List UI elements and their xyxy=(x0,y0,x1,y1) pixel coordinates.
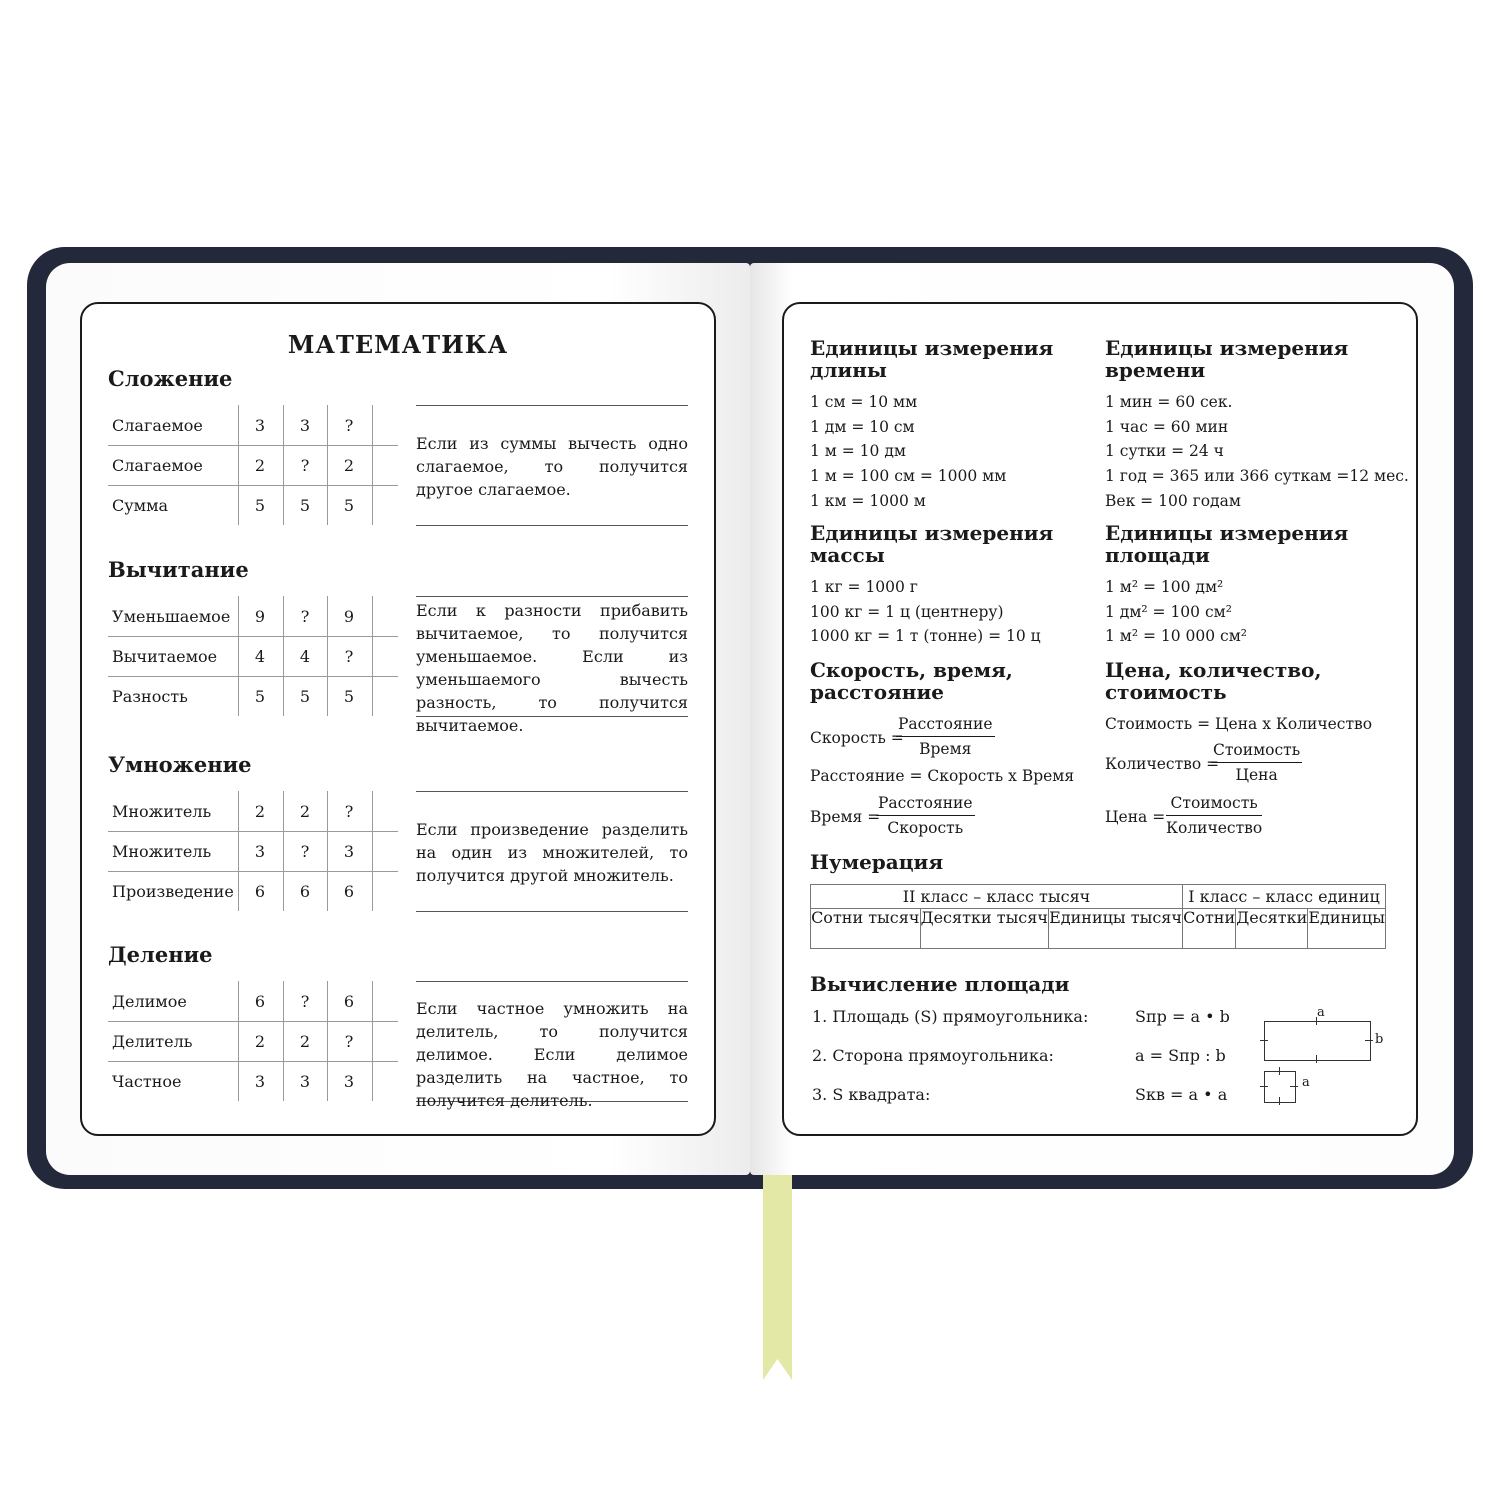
numeration-title: Нумерация xyxy=(810,850,944,874)
time-denominator: Скорость xyxy=(887,819,964,837)
section-title: Сложение xyxy=(108,366,233,391)
time-numerator: Расстояние xyxy=(876,794,975,816)
row-value: ? xyxy=(344,1032,354,1051)
unit-line: 1 см = 10 мм xyxy=(810,393,918,411)
rule-text: Если из суммы вычесть одно слагаемое, то получится другое слагаемое. xyxy=(416,434,688,499)
row-value: ? xyxy=(300,842,310,861)
row-value: 5 xyxy=(254,687,266,706)
speed-denominator: Время xyxy=(919,740,972,758)
row-value: ? xyxy=(300,607,310,626)
row-value: 2 xyxy=(254,802,266,821)
col-hundreds: Сотни xyxy=(1183,909,1236,949)
sq-tick-right xyxy=(1290,1086,1298,1087)
row-label: Уменьшаемое xyxy=(112,607,231,626)
page-title: МАТЕМАТИКА xyxy=(287,330,509,359)
rule-text: Если частное умножить на делитель, то получится делимое. Если делимое разделить на частное, то получится делитель. xyxy=(416,999,688,1110)
unit-line: 1 час = 60 мин xyxy=(1105,417,1229,436)
price-numerator: Стоимость xyxy=(1166,794,1262,816)
rule-text: Если произведение разделить на один из множителей, то получится другой множитель. xyxy=(416,820,688,885)
rule-bottom-line xyxy=(416,525,688,526)
bookmark-ribbon xyxy=(763,1170,792,1380)
col-hundred-thousands: Сотни тысяч xyxy=(811,909,921,949)
row-value: 2 xyxy=(299,1032,311,1051)
time-title: Единицы измерения времени xyxy=(1105,336,1349,382)
sq-tick-top xyxy=(1279,1067,1280,1075)
class-thousands: II класс – класс тысяч xyxy=(811,885,1183,909)
row-label: Сумма xyxy=(112,496,169,515)
table-col-divider xyxy=(372,405,373,525)
price-denominator: Количество xyxy=(1166,819,1263,837)
row-value: 6 xyxy=(343,992,355,1011)
area-calc-formula: a = Sпр : b xyxy=(1135,1046,1226,1065)
distance-formula: Расстояние = Скорость х Время xyxy=(810,767,1075,785)
row-value: 5 xyxy=(343,687,355,706)
rect-label-b: b xyxy=(1375,1032,1384,1047)
sq-tick-bottom xyxy=(1279,1097,1280,1105)
row-label: Разность xyxy=(112,687,188,706)
square-diagram xyxy=(1264,1071,1296,1103)
row-label: Вычитаемое xyxy=(112,647,218,666)
table-row-divider xyxy=(108,485,398,486)
table-col-divider xyxy=(372,596,373,716)
row-value: 3 xyxy=(254,842,266,861)
area-calc-text: 1. Площадь (S) прямоугольника: xyxy=(812,1007,1089,1026)
area-calc-text: 3. S квадрата: xyxy=(812,1085,931,1104)
numeration-table xyxy=(810,884,1386,949)
col-thousands: Единицы тысяч xyxy=(1049,909,1183,949)
area-calc-formula: Sкв = a • a xyxy=(1135,1085,1228,1104)
unit-line: 1 год = 365 или 366 суткам =12 мес. xyxy=(1105,467,1409,486)
unit-line: 1 кг = 1000 г xyxy=(810,578,918,596)
row-label: Множитель xyxy=(112,842,212,861)
cost-formula: Стоимость = Цена х Количество xyxy=(1105,715,1373,733)
row-label: Делитель xyxy=(112,1032,193,1051)
rule-text: Если к разности прибавить вычитаемое, то получится уменьшаемое. Если из уменьшаемого вычесть разность, то получится вычитаемое. xyxy=(416,601,688,735)
unit-line: 1 км = 1000 м xyxy=(810,491,926,510)
length-title: Единицы измерения длины xyxy=(810,336,1054,382)
area-calc-formula: Sпр = a • b xyxy=(1135,1007,1230,1026)
row-label: Делимое xyxy=(112,992,187,1011)
row-value: 3 xyxy=(299,1072,311,1091)
row-value: ? xyxy=(344,647,354,666)
rectangle-diagram xyxy=(1264,1021,1371,1061)
quantity-numerator: Стоимость xyxy=(1211,741,1302,763)
speed-fraction xyxy=(896,715,995,758)
unit-line: 1 м² = 100 дм² xyxy=(1105,578,1224,596)
section-title: Вычитание xyxy=(108,557,249,582)
rect-tick-bottom xyxy=(1316,1055,1317,1063)
rect-tick-left xyxy=(1260,1040,1268,1041)
col-tens: Десятки xyxy=(1236,909,1308,949)
row-value: ? xyxy=(300,456,310,475)
row-value: 2 xyxy=(254,1032,266,1051)
rule-bottom-line xyxy=(416,911,688,912)
table-row-divider xyxy=(108,831,398,832)
col-units: Единицы xyxy=(1308,909,1386,949)
square-label-a: a xyxy=(1302,1075,1310,1090)
quantity-formula-lhs: Количество = xyxy=(1105,755,1220,773)
row-value: 6 xyxy=(299,882,311,901)
row-value: 9 xyxy=(254,607,266,626)
unit-line: 1000 кг = 1 т (тонне) = 10 ц xyxy=(810,627,1041,646)
row-value: 5 xyxy=(254,496,266,515)
row-value: 2 xyxy=(254,456,266,475)
row-label: Произведение xyxy=(112,882,234,901)
row-value: 4 xyxy=(254,647,266,666)
rule-top-line xyxy=(416,596,688,597)
unit-line: 1 мин = 60 сек. xyxy=(1105,393,1233,411)
price-title: Цена, количество, стоимость xyxy=(1105,658,1322,704)
row-value: 3 xyxy=(254,416,266,435)
unit-line: 1 дм² = 100 см² xyxy=(1105,602,1232,621)
row-value: 5 xyxy=(343,496,355,515)
rect-tick-right xyxy=(1365,1040,1373,1041)
time-formula-lhs: Время = xyxy=(810,808,881,826)
unit-line: 1 сутки = 24 ч xyxy=(1105,442,1224,461)
rect-label-a: a xyxy=(1317,1005,1325,1020)
mass-title: Единицы измерения массы xyxy=(810,521,1054,567)
row-label: Частное xyxy=(112,1072,182,1091)
unit-line: 1 м = 10 дм xyxy=(810,442,906,461)
unit-line: 1 м² = 10 000 см² xyxy=(1105,627,1248,646)
row-value: 4 xyxy=(299,647,311,666)
section-title: Деление xyxy=(108,942,213,967)
table-col-divider xyxy=(372,981,373,1101)
sq-tick-left xyxy=(1260,1086,1268,1087)
area-calc-title: Вычисление площади xyxy=(810,972,1070,996)
row-label: Слагаемое xyxy=(112,456,203,475)
row-value: 5 xyxy=(299,687,311,706)
table-row-divider xyxy=(108,1021,398,1022)
row-value: 2 xyxy=(343,456,355,475)
area-units-title: Единицы измерения площади xyxy=(1105,521,1349,567)
quantity-denominator: Цена xyxy=(1235,766,1278,784)
rule-top-line xyxy=(416,405,688,406)
row-value: ? xyxy=(300,992,310,1011)
unit-line: 1 м = 100 см = 1000 мм xyxy=(810,467,1007,486)
rule-top-line xyxy=(416,791,688,792)
section-title: Умножение xyxy=(108,752,252,777)
quantity-fraction xyxy=(1211,741,1302,784)
table-row-divider xyxy=(108,445,398,446)
area-calc-text: 2. Сторона прямоугольника: xyxy=(812,1046,1054,1065)
unit-line: 100 кг = 1 ц (центнеру) xyxy=(810,602,1004,621)
table-row-divider xyxy=(108,871,398,872)
price-fraction xyxy=(1166,794,1262,837)
unit-line: 1 дм = 10 см xyxy=(810,417,915,436)
row-value: 6 xyxy=(254,882,266,901)
class-units: I класс – класс единиц xyxy=(1183,885,1386,909)
row-value: 5 xyxy=(299,496,311,515)
speed-formula-lhs: Скорость = xyxy=(810,729,904,747)
row-value: 3 xyxy=(343,842,355,861)
table-col-divider xyxy=(372,791,373,911)
unit-line: Век = 100 годам xyxy=(1105,491,1241,510)
row-label: Множитель xyxy=(112,802,212,821)
price-formula-lhs: Цена = xyxy=(1105,808,1166,826)
speed-title: Скорость, время, расстояние xyxy=(810,658,1013,704)
row-value: 9 xyxy=(343,607,355,626)
row-value: ? xyxy=(344,802,354,821)
row-value: 2 xyxy=(299,802,311,821)
table-row-divider xyxy=(108,636,398,637)
time-fraction xyxy=(876,794,975,837)
table-row-divider xyxy=(108,1061,398,1062)
table-row-divider xyxy=(108,676,398,677)
rule-top-line xyxy=(416,981,688,982)
col-ten-thousands: Десятки тысяч xyxy=(920,909,1049,949)
speed-numerator: Расстояние xyxy=(896,715,995,737)
row-label: Слагаемое xyxy=(112,416,203,435)
row-value: 6 xyxy=(254,992,266,1011)
row-value: 6 xyxy=(343,882,355,901)
row-value: ? xyxy=(344,416,354,435)
row-value: 3 xyxy=(299,416,311,435)
row-value: 3 xyxy=(254,1072,266,1091)
row-value: 3 xyxy=(343,1072,355,1091)
